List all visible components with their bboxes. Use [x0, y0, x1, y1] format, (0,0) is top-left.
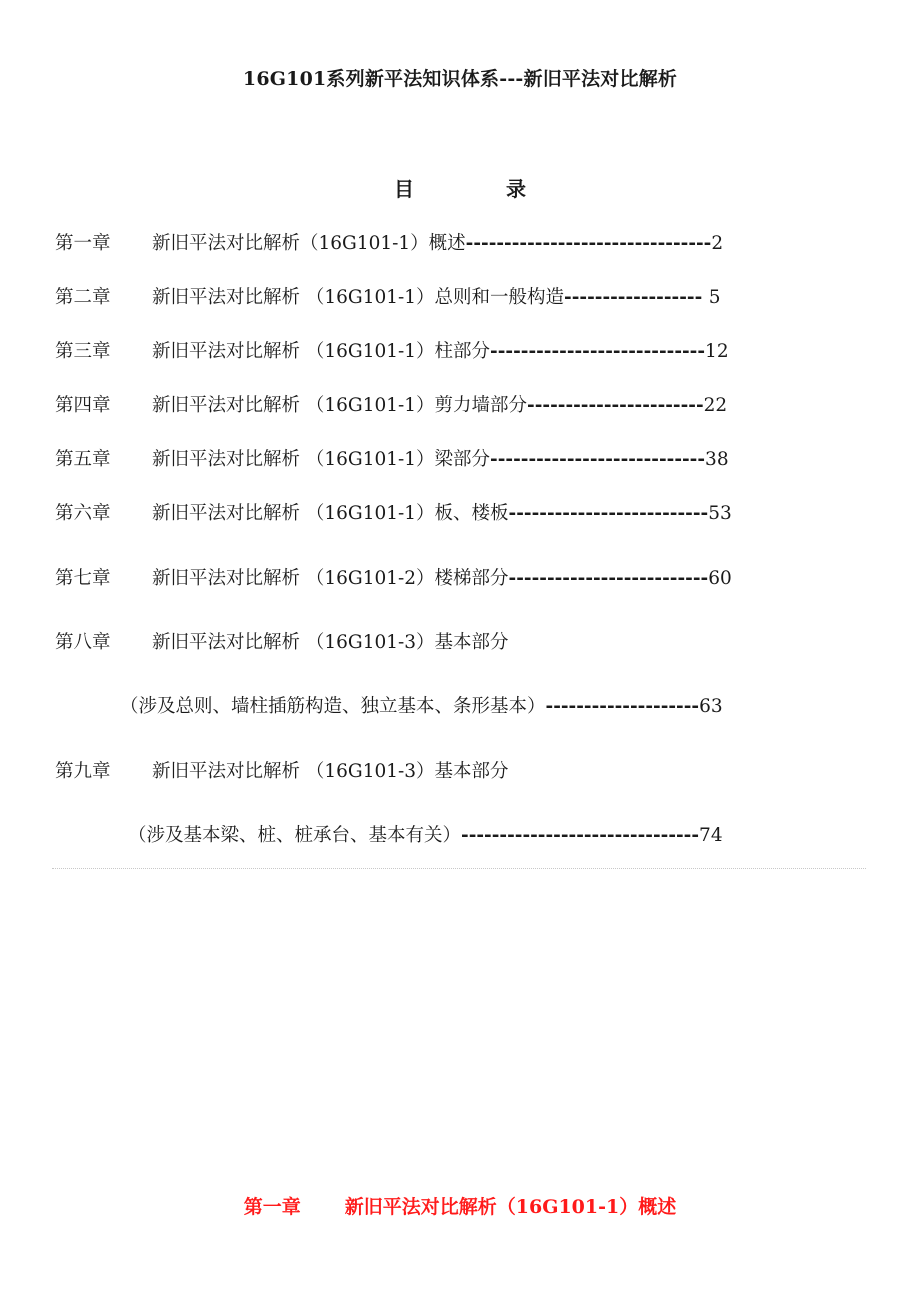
toc-leader: ----------------------------: [490, 449, 706, 470]
toc-leader: ------------------: [564, 287, 709, 308]
toc-page-number: 22: [703, 395, 728, 416]
toc-chapter-label: 第九章: [55, 761, 111, 782]
toc-leader: -----------------------: [527, 395, 704, 416]
toc-leader: ----------------------------: [490, 341, 706, 362]
toc-entry-title: 新旧平法对比解析 （16G101-1）梁部分: [152, 449, 491, 470]
toc-entry[interactable]: [55, 337, 729, 363]
toc-heading-left: 目: [394, 177, 414, 201]
toc-chapter-label: 第五章: [55, 449, 111, 470]
toc-page-number: 5: [708, 287, 721, 308]
toc-chapter-label: 第七章: [55, 568, 111, 589]
toc-chapter-label: 第三章: [55, 341, 111, 362]
toc-entry-subtitle: （涉及总则、墙柱插筋构造、独立基本、条形基本）: [120, 696, 546, 717]
toc-heading-right: 录: [506, 177, 526, 201]
toc-entry-subline[interactable]: [128, 821, 723, 847]
toc-leader: -------------------------------: [461, 825, 700, 846]
page-divider: [52, 868, 866, 869]
toc-entry[interactable]: [55, 229, 723, 255]
toc-entry-title: 新旧平法对比解析 （16G101-1）板、楼板: [152, 503, 509, 524]
toc-leader: --------------------------: [508, 503, 709, 524]
toc-heading: [0, 173, 920, 202]
toc-entry-title: 新旧平法对比解析 （16G101-1）剪力墙部分: [152, 395, 528, 416]
toc-leader: --------------------------------: [465, 233, 712, 254]
toc-entry[interactable]: [55, 564, 732, 590]
toc-entry-subline[interactable]: [120, 692, 723, 718]
toc-page-number: 2: [711, 233, 724, 254]
toc-entry-title: 新旧平法对比解析 （16G101-3）基本部分: [152, 632, 509, 653]
chapter-heading-title: 新旧平法对比解析（16G101-1）概述: [344, 1196, 677, 1218]
toc-chapter-label: 第八章: [55, 632, 111, 653]
toc-page-number: 63: [699, 696, 723, 717]
toc-page-number: 38: [705, 449, 729, 470]
toc-entry[interactable]: [55, 499, 732, 525]
toc-leader: --------------------: [545, 696, 700, 717]
toc-page-number: 53: [708, 503, 732, 524]
toc-entry-title: 新旧平法对比解析 （16G101-1）柱部分: [152, 341, 491, 362]
toc-page-number: 60: [708, 568, 732, 589]
toc-entry-title: 新旧平法对比解析 （16G101-2）楼梯部分: [152, 568, 509, 589]
chapter-heading-label: 第一章: [243, 1196, 301, 1218]
toc-entry-title: 新旧平法对比解析 （16G101-3）基本部分: [152, 761, 509, 782]
toc-entry[interactable]: [55, 757, 509, 783]
toc-entry-title: 新旧平法对比解析（16G101-1）概述: [152, 233, 466, 254]
toc-leader: --------------------------: [508, 568, 709, 589]
toc-entry[interactable]: [55, 628, 509, 654]
toc-page-number: 74: [699, 825, 723, 846]
toc-entry-title: 新旧平法对比解析 （16G101-1）总则和一般构造: [152, 287, 565, 308]
toc-page-number: 12: [705, 341, 729, 362]
chapter-heading: [0, 1192, 920, 1219]
toc-chapter-label: 第一章: [55, 233, 111, 254]
toc-entry[interactable]: [55, 391, 727, 417]
toc-entry-subtitle: （涉及基本梁、桩、桩承台、基本有关）: [128, 825, 462, 846]
toc-chapter-label: 第二章: [55, 287, 111, 308]
toc-chapter-label: 第四章: [55, 395, 111, 416]
toc-entry[interactable]: [55, 283, 720, 309]
document-title: 16G101系列新平法知识体系---新旧平法对比解析: [242, 68, 678, 90]
toc-entry[interactable]: [55, 445, 729, 471]
toc-chapter-label: 第六章: [55, 503, 111, 524]
